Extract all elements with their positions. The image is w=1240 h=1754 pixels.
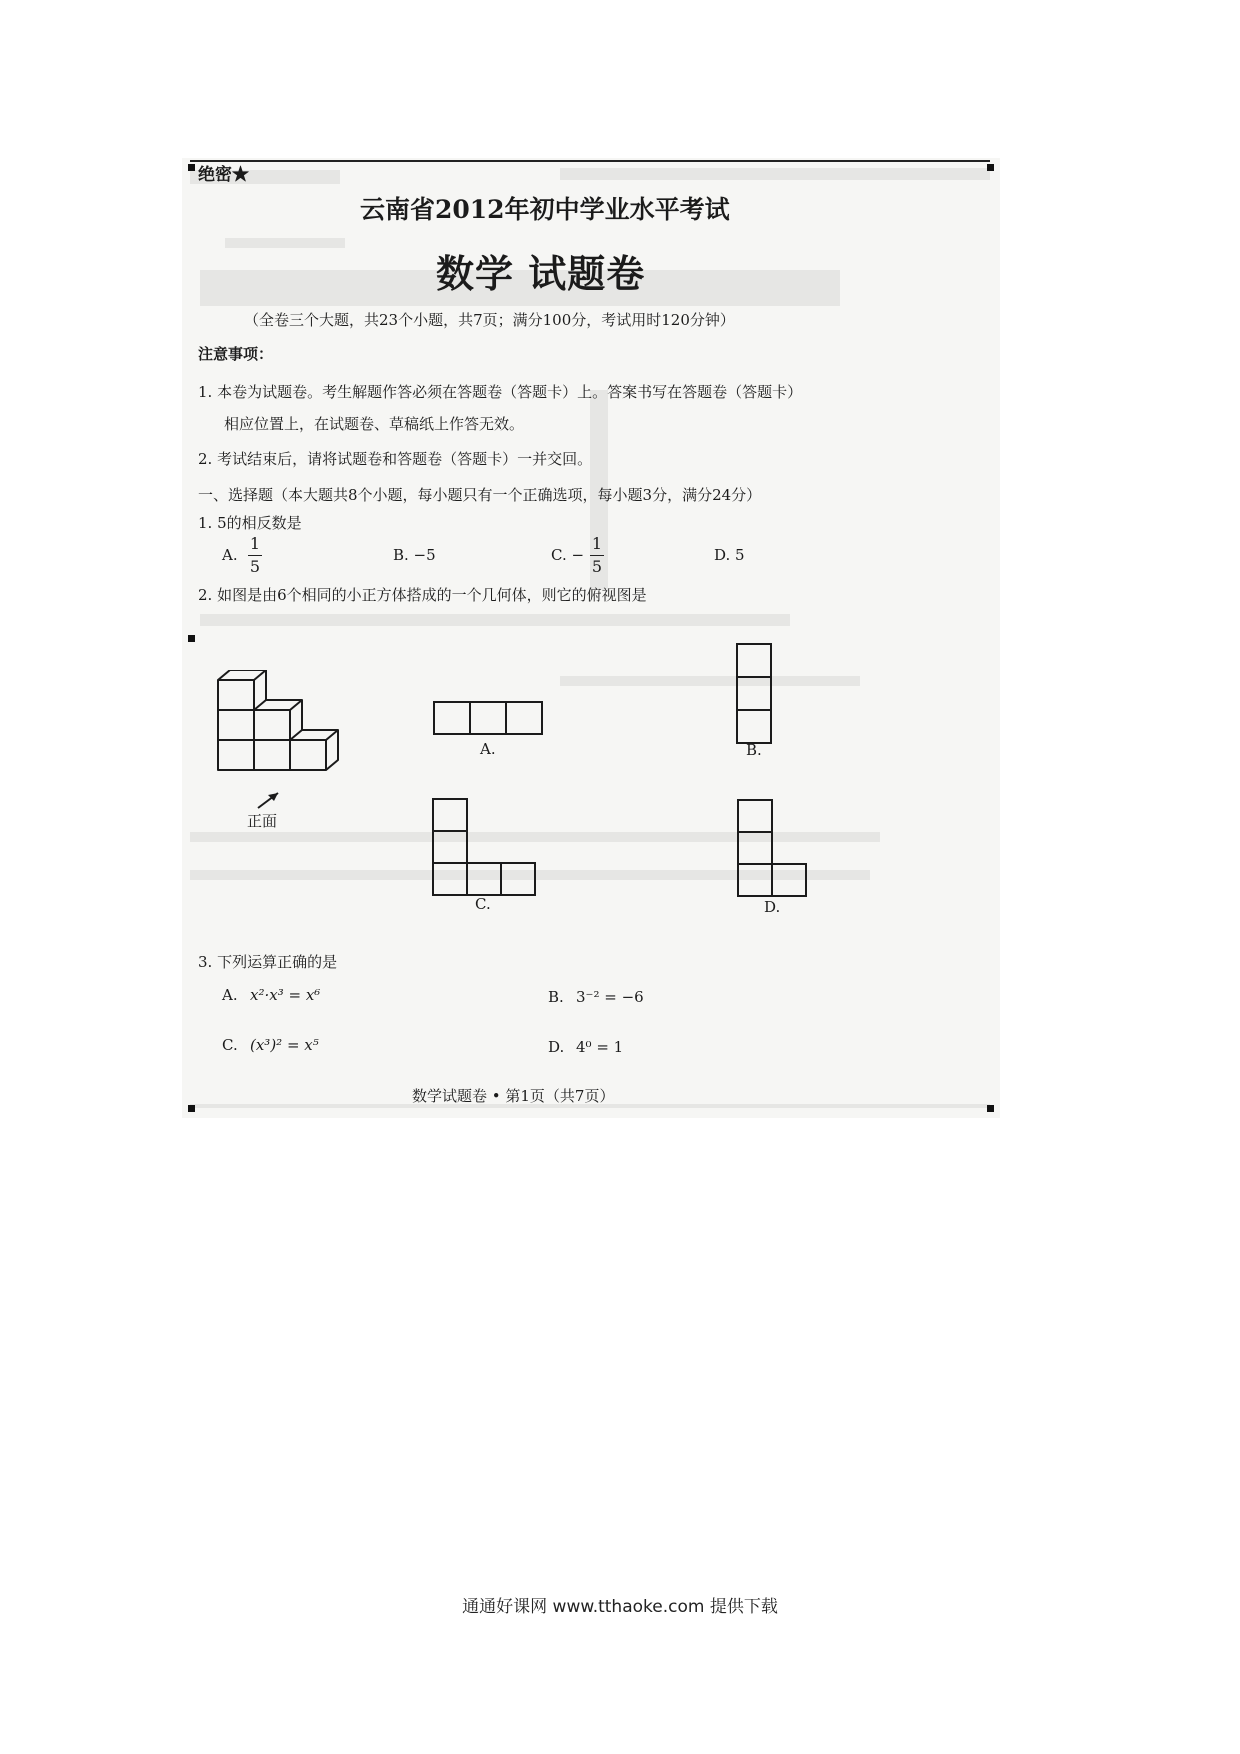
fraction-denominator: 5: [249, 557, 261, 576]
q2-option-b-grid: [736, 643, 774, 747]
exam-title: 云南省2012年初中学业水平考试: [360, 195, 730, 224]
registration-mark: [188, 164, 195, 171]
bleed-through-shade: [560, 168, 990, 180]
question-1-stem: 1. 5的相反数是: [198, 514, 302, 532]
q3-option-d-expression: 4⁰ = 1: [576, 1038, 624, 1056]
fraction-bar: [248, 555, 262, 556]
front-arrow-icon: [254, 788, 284, 812]
registration-mark: [188, 1105, 195, 1112]
q2-option-b-label: B.: [746, 741, 762, 759]
q2-option-d-grid: [737, 799, 811, 899]
section-1-heading: 一、选择题（本大题共8个小题，每小题只有一个正确选项，每小题3分，满分24分）: [198, 486, 762, 504]
question-3-stem: 3. 下列运算正确的是: [198, 953, 338, 971]
registration-mark: [987, 1105, 994, 1112]
q1-option-a-label: A.: [222, 546, 238, 564]
question-2-stem: 2. 如图是由6个相同的小正方体搭成的一个几何体，则它的俯视图是: [198, 586, 647, 604]
front-label: 正面: [247, 812, 278, 830]
q3-option-b-expression: 3⁻² = −6: [576, 988, 644, 1006]
note-1-line-2: 相应位置上，在试题卷、草稿纸上作答无效。: [224, 415, 525, 433]
q2-option-d-label: D.: [764, 898, 781, 916]
registration-mark: [987, 164, 994, 171]
fraction-numerator: 1: [249, 534, 261, 553]
q3-option-b-label: B.: [548, 988, 564, 1006]
q3-option-a-label: A.: [222, 986, 238, 1004]
q2-option-c-label: C.: [475, 895, 491, 913]
exam-info: （全卷三个大题，共23个小题，共7页；满分100分，考试用时120分钟）: [244, 311, 735, 329]
header-rule: [190, 160, 990, 162]
q2-option-c-grid: [432, 798, 544, 898]
note-1-line-1: 1. 本卷为试题卷。考生解题作答必须在答题卷（答题卡）上。答案书写在答题卷（答题卡）: [198, 383, 803, 401]
notes-heading: 注意事项：: [198, 345, 274, 363]
q1-option-c-label: C. −: [551, 546, 585, 564]
q1-option-a-fraction: [248, 536, 262, 575]
paper-title: 数学 试题卷: [436, 251, 646, 296]
fraction-numerator: 1: [591, 534, 603, 553]
q2-option-a-label: A.: [480, 740, 496, 758]
q3-option-a-expression: x²·x³ = x⁶: [250, 986, 321, 1004]
note-2: 2. 考试结束后，请将试题卷和答题卷（答题卡）一并交回。: [198, 450, 593, 468]
registration-mark: [188, 635, 195, 642]
bleed-through-shade: [225, 238, 345, 248]
fraction-denominator: 5: [591, 557, 603, 576]
fraction-bar: [590, 555, 604, 556]
q2-option-a-grid: [433, 701, 543, 737]
q1-option-d: D. 5: [714, 546, 745, 564]
site-footer: 通通好课网 www.tthaoke.com 提供下载: [462, 1597, 778, 1617]
page-footer: 数学试题卷 • 第1页（共7页）: [412, 1087, 615, 1105]
bleed-through-shade: [200, 614, 790, 626]
secret-mark: 绝密★: [198, 165, 249, 185]
bleed-through-shade: [560, 676, 860, 686]
q1-option-b: B. −5: [393, 546, 436, 564]
q3-option-c-expression: (x³)² = x⁵: [250, 1036, 319, 1054]
q3-option-c-label: C.: [222, 1036, 238, 1054]
q3-option-d-label: D.: [548, 1038, 565, 1056]
q1-option-c-fraction: [590, 536, 604, 575]
